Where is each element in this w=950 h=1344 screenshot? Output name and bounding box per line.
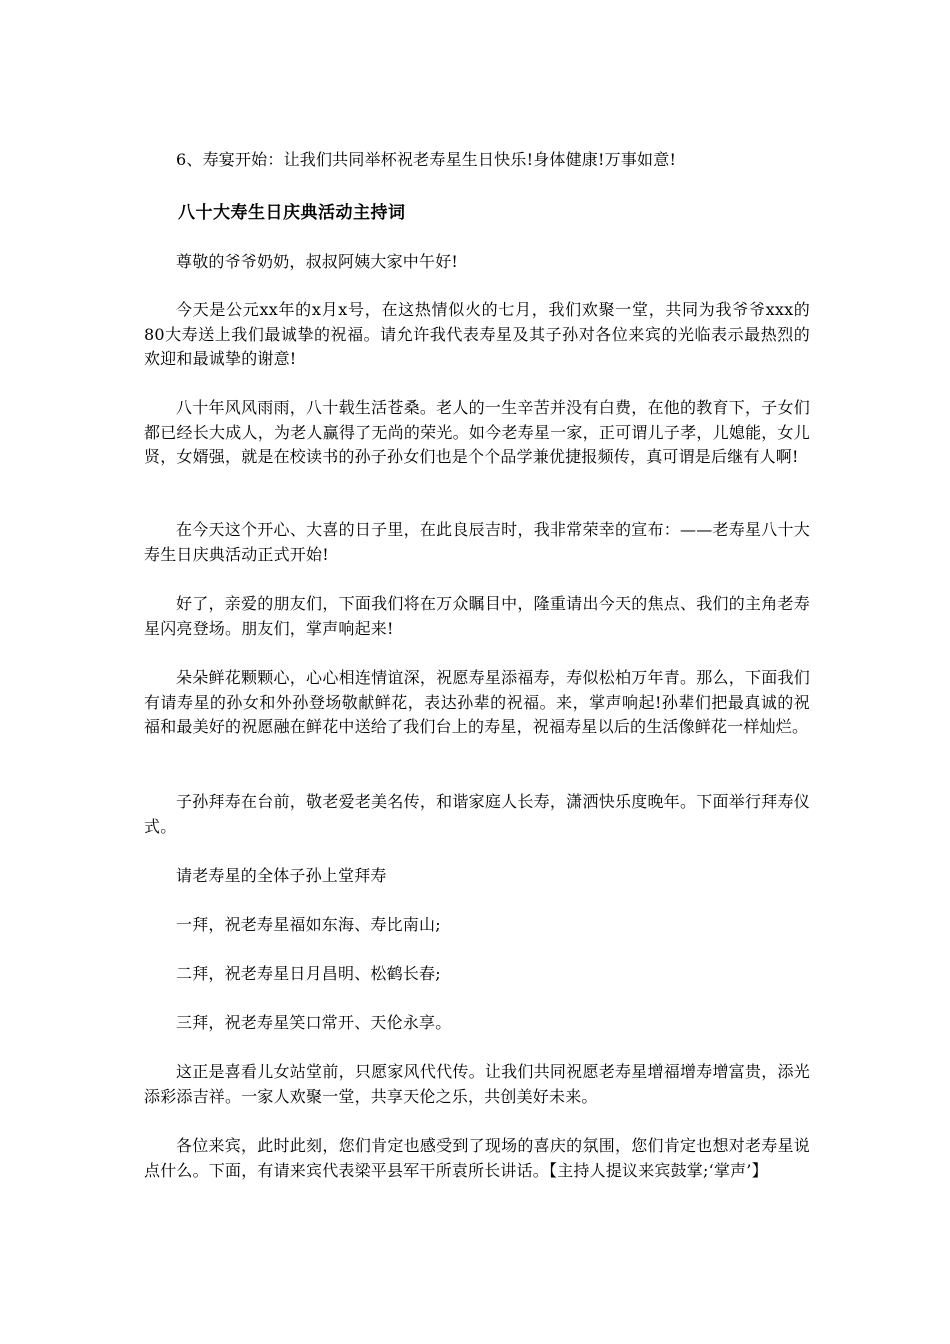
paragraph-greeting: 尊敬的爷爷奶奶，叔叔阿姨大家中午好!: [176, 252, 459, 271]
paragraph-eighty-years: 八十年风风雨雨，八十载生活苍桑。老人的一生辛苦并没有白费，在他的教育下，子女们都已经长大成人，为老人赢得了无尚的荣光。如今老寿星一家，正可谓儿子孝，儿媳能，女儿贤，女婿强，就是在校读书的孙子孙女们也是个个品学兼优捷报频传，真可谓是后继有人啊!: [144, 398, 810, 466]
intro-line: 6、寿宴开始：让我们共同举杯祝老寿星生日快乐!身体健康!万事如意!: [176, 150, 677, 169]
paragraph-second-bow: 二拜，祝老寿星日月昌明、松鹤长春;: [176, 964, 441, 983]
paragraph-flowers: 朵朵鲜花颗颗心，心心相连情谊深，祝愿寿星添福寿，寿似松柏万年青。那么，下面我们有请寿星的孙女和外孙登场敬献鲜花，表达孙辈的祝福。来，掌声响起!孙辈们把最真诚的祝福和最美好的祝愿融在鲜花中送给了我们台上的寿星，祝福寿星以后的生活像鲜花一样灿烂。: [144, 668, 810, 736]
paragraph-family-wishes: 这正是喜看儿女站堂前，只愿家风代代传。让我们共同祝愿老寿星增福增寿增富贵，添光添彩添吉祥。一家人欢聚一堂，共享天伦之乐，共创美好未来。: [144, 1062, 810, 1106]
paragraph-announcement: 在今天这个开心、大喜的日子里，在此良辰吉时，我非常荣幸的宣布：——老寿星八十大寿生日庆典活动正式开始!: [144, 520, 810, 564]
paragraph-guest-speech: 各位来宾，此时此刻，您们肯定也感受到了现场的喜庆的氛围，您们肯定也想对老寿星说点什么。下面，有请来宾代表梁平县军干所袁所长讲话。【主持人提议来宾鼓掌;‘掌声’】: [144, 1136, 810, 1180]
document-title: 八十大寿生日庆典活动主持词: [178, 203, 406, 223]
paragraph-welcome-star: 好了，亲爱的朋友们，下面我们将在万众瞩目中，隆重请出今天的焦点、我们的主角老寿星闪亮登场。朋友们，掌声响起来!: [144, 594, 810, 638]
paragraph-first-bow: 一拜，祝老寿星福如东海、寿比南山;: [176, 915, 441, 934]
paragraph-invite-descendants: 请老寿星的全体子孙上堂拜寿: [176, 866, 387, 885]
paragraph-opening: 今天是公元xx年的x月x号，在这热情似火的七月，我们欢聚一堂，共同为我爷爷xxx的80大寿送上我们最诚挚的祝福。请允许我代表寿星及其子孙对各位来宾的光临表示最热烈的欢迎和最诚挚的谢意!: [144, 300, 810, 368]
paragraph-bow-ceremony: 子孙拜寿在台前，敬老爱老美名传，和谐家庭人长寿，潇洒快乐度晚年。下面举行拜寿仪式。: [144, 792, 810, 836]
paragraph-third-bow: 三拜，祝老寿星笑口常开、天伦永享。: [176, 1013, 452, 1032]
